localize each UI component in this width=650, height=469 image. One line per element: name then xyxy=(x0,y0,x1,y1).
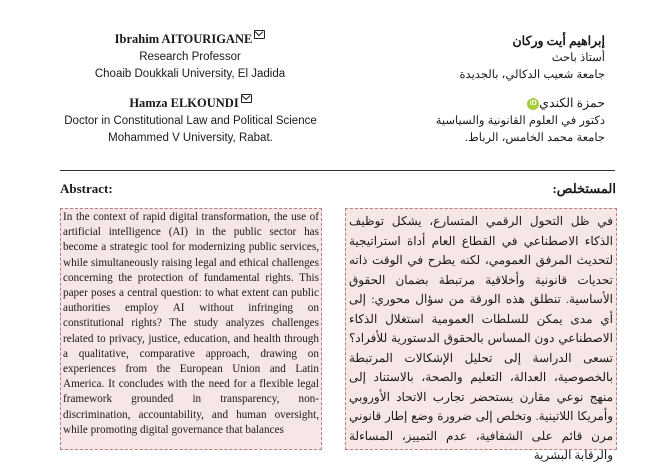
author-title: Doctor in Constitutional Law and Political Science xyxy=(64,115,317,127)
author-affiliation: جامعة شعيب الدكالي، بالجديدة xyxy=(459,69,605,81)
author-block-ar-2 xyxy=(340,95,605,147)
author-title: Research Professor xyxy=(139,51,241,63)
author-block-en-1 xyxy=(60,31,320,83)
author-title: أستاذ باحث xyxy=(551,52,605,64)
author-name: إبراهيم أيت وركان xyxy=(512,34,605,48)
abstract-heading-en: Abstract: xyxy=(60,181,113,196)
author-block-ar-1 xyxy=(340,33,605,84)
abstract-box-en xyxy=(60,208,322,450)
author-affiliation: جامعة محمد الخامس، الرباط. xyxy=(464,132,605,144)
email-icon[interactable] xyxy=(254,30,265,39)
author-affiliation: Mohammed V University, Rabat. xyxy=(108,132,273,144)
author-title: دكتور في العلوم القانونية والسياسية xyxy=(435,115,605,127)
abstract-heading-ar: المستخلص: xyxy=(552,181,616,196)
author-name: Ibrahim AITOURIGANE xyxy=(60,31,320,49)
author-name: حمزة الكنديiD xyxy=(340,95,605,113)
abstract-text-ar: في ظل التحول الرقمي المتسارع، يشكل توظيف الذكاء الاصطناعي في القطاع العام أداة استراتيجية لتحديث المرفق العمومي، لكنه يطرح في الوقت ذاته تحديات قانونية وأخلاقية مرتبطة بضمان الحقوق الأساسية. تنطلق هذه الورقة من سؤال محوري: إلى أي مدى يمكن للسلطات العمومية استغلال الذكاء الاصطناعي دون المساس بالحقوق الدستورية للأفراد؟ تسعى الدراسة إلى تحليل الإشكالات المرتبطة بالخصوصية، العدالة، التعليم والصحة، بالاستناد إلى منهج نوعي مقارن يستحضر تجارب الاتحاد الأوروبي وأمريكا اللاتينية. وتخلص إلى ضرورة وضع إطار قانوني مرن قائم على الشفافية، عدم التمييز، المساءلة والرقابة البشرية xyxy=(349,214,613,462)
orcid-icon[interactable]: iD xyxy=(527,98,539,110)
abstract-box-ar xyxy=(345,208,617,462)
author-name: Hamza ELKOUNDI xyxy=(63,95,318,113)
author-block-en-2 xyxy=(63,95,318,147)
divider xyxy=(60,170,615,171)
email-icon[interactable] xyxy=(241,94,252,103)
author-affiliation: Choaib Doukkali University, El Jadida xyxy=(94,68,286,80)
abstract-text-en: In the context of rapid digital transformation, the use of artificial intelligence (AI) in the public sector has become a strategic tool for modernizing public services, while simultaneously raising legal and ethical challenges concerning the protection of fundamental rights. This paper poses a central question: to what extent can public authorities employ AI without infringing on constitutional rights? The study analyzes challenges related to privacy, justice, education, and health through a qualitative, comparative approach, drawing on experiences from the European Union and Latin America. It concludes with the need for a flexible legal framework grounded in transparency, non-discrimination, accountability, and human oversight, while promoting digital governance that balances xyxy=(63,211,319,436)
